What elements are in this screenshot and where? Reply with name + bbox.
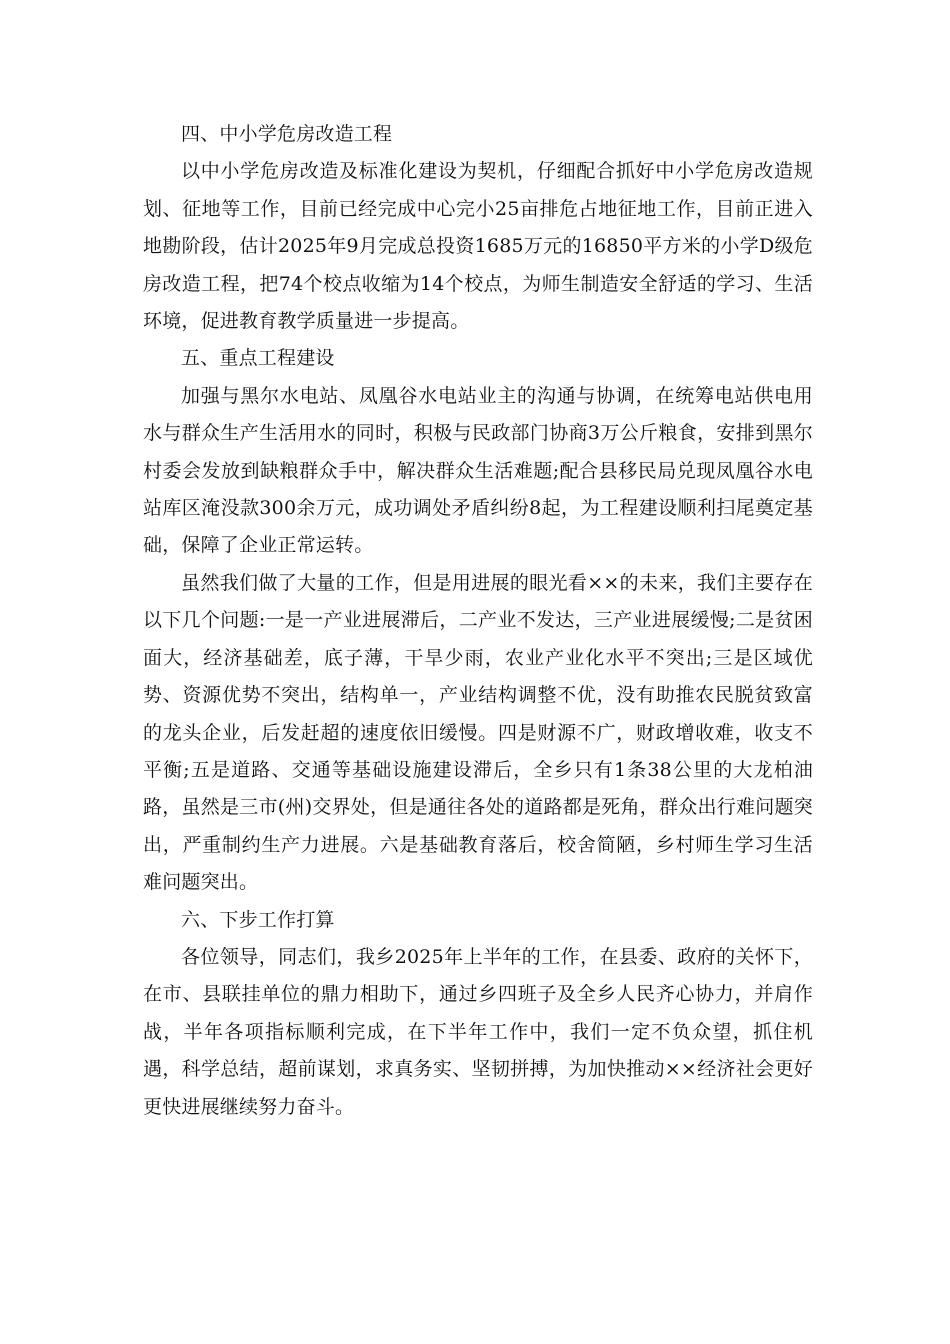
section-heading-4: 四、中小学危房改造工程	[181, 123, 393, 145]
paragraph-key-projects: 加强与黑尔水电站、凤凰谷水电站业主的沟通与协调，在统筹电站供电用水与群众生产生活用水的同时，积极与民政部门协商3万公斤粮食，安排到黑尔村委会发放到缺粮群众手中，解决群众生活难题;配合县移民局兑现凤凰谷水电站库区淹没款300余万元，成功调处矛盾纠纷8起，为工程建设顺利扫尾奠定基础，保障了企业正常运转。	[143, 384, 813, 557]
document-body	[143, 116, 813, 1126]
paragraph-renovation: 以中小学危房改造及标准化建设为契机，仔细配合抓好中小学危房改造规划、征地等工作，目前已经完成中心完小25亩排危占地征地工作，目前正进入地勘阶段，估计2025年9月完成总投资1685万元的16850平方米的小学D级危房改造工程，把74个校点收缩为14个校点，为师生制造安全舒适的学习、生活环境，促进教育教学质量进一步提高。	[143, 160, 813, 333]
section-heading-6: 六、下步工作打算	[181, 908, 335, 931]
section-heading-5: 五、重点工程建设	[181, 347, 335, 370]
paragraph-problems: 虽然我们做了大量的工作，但是用进展的眼光看××的未来，我们主要存在以下几个问题:一是一产业进展滞后，二产业不发达，三产业进展缓慢;二是贫困面大，经济基础差，底子薄，干旱少雨，农业产业化水平不突出;三是区域优势、资源优势不突出，结构单一，产业结构调整不优，没有助推农民脱贫致富的龙头企业，后发赶超的速度依旧缓慢。四是财源不广，财政增收难，收支不平衡;五是道路、交通等基础设施建设滞后，全乡只有1条38公里的大龙柏油路，虽然是三市(州)交界处，但是通往各处的道路都是死角，群众出行难问题突出，严重制约生产力进展。六是基础教育落后，校舍简陋，乡村师生学习生活难问题突出。	[143, 571, 813, 894]
paragraph-next-steps: 各位领导，同志们，我乡2025年上半年的工作，在县委、政府的关怀下，在市、县联挂单位的鼎力相助下，通过乡四班子及全乡人民齐心协力，并肩作战，半年各项指标顺利完成，在下半年工作中，我们一定不负众望，抓住机遇，科学总结，超前谋划，求真务实、坚韧拼搏，为加快推动××经济社会更好更快进展继续努力奋斗。	[143, 945, 813, 1118]
